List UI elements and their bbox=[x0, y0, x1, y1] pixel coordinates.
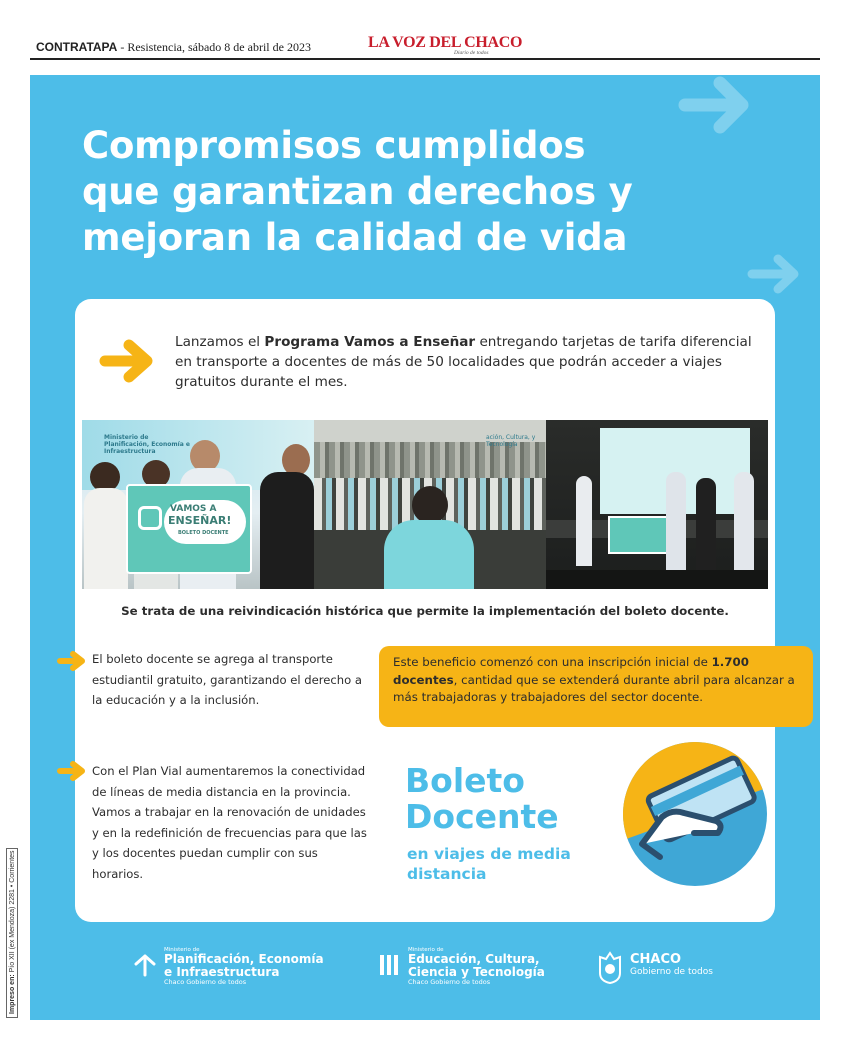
imprint-box bbox=[6, 848, 20, 1018]
logo-educacion bbox=[378, 947, 578, 991]
arrow-right-icon bbox=[99, 339, 161, 383]
ministry-prefix: Ministerio de bbox=[164, 947, 200, 953]
photo-caption: Se trata de una reivindicación histórica que permite la implementación del boleto docente. bbox=[121, 604, 729, 618]
header-rule bbox=[30, 58, 820, 60]
boleto-title-line1: Boleto bbox=[405, 761, 525, 800]
ticket-hand-icon bbox=[620, 739, 770, 889]
banner-subtitle: BOLETO DOCENTE bbox=[178, 530, 229, 536]
section-label: CONTRATAPA bbox=[36, 40, 118, 54]
logo-chaco bbox=[596, 949, 736, 989]
intro-text-start: Lanzamos el bbox=[175, 334, 265, 350]
title-line: mejoran la calidad de vida bbox=[82, 216, 628, 259]
photo-banner-presentation bbox=[82, 420, 314, 589]
program-name: Programa Vamos a Enseñar bbox=[264, 334, 476, 350]
bullet-student-transport: El boleto docente se agrega al transporte estudiantil gratuito, garantizando el derecho a la educación y a la inclusión. bbox=[92, 652, 363, 707]
newspaper-tagline: Diario de todos bbox=[454, 50, 489, 56]
bullet-plan-vial: Con el Plan Vial aumentaremos la conectividad de líneas de media distancia en la provincia. Vamos a trabajar en la renovación de unidades y en la redefinición de frecuencias para que las y los docentes puedan cumplir con sus horarios. bbox=[92, 764, 367, 881]
ad-panel bbox=[30, 75, 820, 1020]
intro-paragraph bbox=[175, 332, 755, 392]
logo-planificacion bbox=[134, 947, 364, 991]
chaco-tagline: Gobierno de todos bbox=[630, 967, 713, 977]
banner-title-2: ENSEÑAR! bbox=[168, 514, 232, 527]
ministry-tagline: Chaco Gobierno de todos bbox=[164, 978, 247, 986]
ministry-tagline: Chaco Gobierno de todos bbox=[408, 978, 491, 986]
imprint-text: Pío XII (ex Mendoza) 2281 • Corrientes bbox=[9, 850, 16, 973]
backdrop-text: Ministerio de Planificación, Economía e Infraestructura bbox=[104, 434, 190, 455]
ad-title bbox=[82, 123, 762, 261]
header-dateline-row bbox=[36, 40, 311, 55]
boleto-subtitle: en viajes de media distancia bbox=[407, 845, 571, 883]
title-line: que garantizan derechos y bbox=[82, 170, 633, 213]
house-arrow-icon bbox=[134, 953, 156, 977]
highlight-text-start: Este beneficio comenzó con una inscripción inicial de bbox=[393, 655, 712, 669]
program-banner bbox=[126, 484, 252, 574]
ministry-name-line2: e Infraestructura bbox=[164, 964, 280, 979]
docentes-count: 1.700 docentes bbox=[393, 655, 749, 687]
provincial-seal-icon bbox=[596, 951, 624, 985]
backdrop-text: ación, Cultura, y Tecnología bbox=[486, 434, 536, 448]
dateline: Resistencia, sábado 8 de abril de 2023 bbox=[127, 40, 311, 54]
ministry-name-line1: Planificación, Economía bbox=[164, 952, 324, 966]
newspaper-header bbox=[30, 36, 820, 62]
title-line: Compromisos cumplidos bbox=[82, 124, 586, 167]
boleto-title-line2: Docente bbox=[405, 797, 559, 836]
chaco-name: CHACO bbox=[630, 952, 682, 967]
arrow-right-icon bbox=[57, 761, 89, 781]
highlight-box bbox=[379, 646, 813, 727]
photo-stage bbox=[486, 420, 768, 589]
content-card bbox=[75, 299, 795, 922]
bars-icon bbox=[378, 953, 400, 977]
header-separator: - bbox=[117, 40, 128, 54]
highlight-text-end: , cantidad que se extenderá durante abril para alcanzar a más trabajadoras y trabajadores del sector docente. bbox=[393, 672, 795, 704]
ministry-name-line2: Ciencia y Tecnología bbox=[408, 964, 545, 979]
ministry-prefix: Ministerio de bbox=[408, 947, 444, 953]
newspaper-logo: LA VOZ DEL CHACO bbox=[368, 34, 523, 51]
ministry-name-line1: Educación, Cultura, bbox=[408, 952, 540, 966]
photo-strip bbox=[82, 420, 768, 589]
arrow-right-icon bbox=[57, 651, 89, 671]
banner-title-1: VAMOS A bbox=[170, 504, 217, 514]
intro-text-end: entregando tarjetas de tarifa diferencial en transporte a docentes de más de 50 localidades que podrán acceder a viajes gratuitos durante el mes. bbox=[175, 334, 752, 390]
imprint-label: Impreso en: bbox=[9, 974, 16, 1014]
